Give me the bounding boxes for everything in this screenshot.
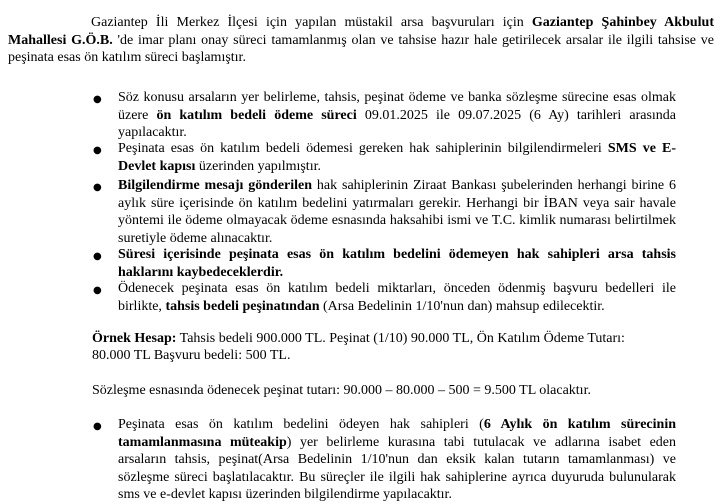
bullet-item [118,280,676,315]
bullet-item [118,140,676,175]
example-label: Örnek Hesap: [92,331,177,346]
bullet-item [118,246,676,281]
intro-text-1: Gaziantep İli Merkez İlçesi için yapılan müstakil arsa başvuruları için [91,15,532,30]
bullet-bold: SMS ve E-Devlet kapısı [118,141,677,174]
bullet-text: Ödenecek peşinata esas ön katılım bedeli miktarları, önceden ödenmiş başvuru bedelleri ile birlikte, [118,281,676,314]
bullet-bold: ön katılım bedeli ödeme süreci [156,107,357,123]
bullet-marker: ● [93,182,102,193]
example-line-1: Tahsis bedeli 900.000 TL. Peşinat (1/10) 90.000 TL, Ön Katılım Ödeme Tutarı: [176,331,625,346]
example-calculation [92,330,678,348]
bullet-text: Peşinata esas ön katılım bedelini ödeyen hak sahipleri ( [118,417,484,432]
summary-line: Sözleşme esnasında ödenecek peşinat tutarı: 90.000 – 80.000 – 500 = 9.500 TL olacaktır. [92,383,591,398]
bullet-marker: ● [93,251,102,262]
bullet-bold: Bilgilendirme mesajı gönderilen [118,178,313,193]
bullet-text: Söz konusu arsaların yer belirleme, tahsis, peşinat ödeme ve banka sözleşme sürecine esas olmak üzere [118,90,676,123]
bullet-marker: ● [93,94,102,105]
bullet-text: Peşinata esas ön katılım bedeli ödemesi gereken hak sahiplerinin bilgilendirmeleri [118,141,608,156]
bullet-bold: Süresi içerisinde peşinata esas ön katılım bedelini ödemeyen hak sahipleri arsa tahsis haklarını kaybedeceklerdir. [118,247,676,280]
intro-bold-location: Gaziantep Şahinbey Akbulut Mahallesi G.Ö.B. [8,15,714,48]
bullet-text: (Arsa Bedelinin 1/10'nun dan) mahsup edilecektir. [319,298,605,314]
bullet-text: üzerinden yapılmıştır. [195,158,321,174]
bullet-item [118,416,676,504]
bullet-item [118,89,676,142]
bullet-bold: 6 Aylık ön katılım sürecinin tamamlanmasına müteakip [118,417,676,450]
bullet-text: 09.01.2025 ile 09.07.2025 (6 Ay) tarihleri arasında yapılacaktır. [118,107,677,140]
bullet-text: ) yer belirleme kurasına tabi tutulacak ve adlarına isabet eden arsaların tahsis, peşinat(Arsa Bedelinin 1/10'nun dan eksik kalan tutarın tamamlanması) ve sözleşme süreci başlatılacaktır. Bu süreçler ile ilgili hak sahiplerine ayrıca duyuruda bulunularak sms ve e-devlet kapısı üzerinden bilgilendirme yapılacaktır. [118,434,677,502]
bullet-marker: ● [93,145,102,156]
bullet-item [118,177,676,247]
example-calculation-cont: 80.000 TL Başvuru bedeli: 500 TL. [92,348,291,363]
bullet-marker: ● [93,285,102,296]
intro-paragraph [8,14,714,67]
bullet-text: hak sahiplerinin Ziraat Bankası şubelerinden herhangi birine 6 aylık süre içerisinde ön katılım bedelini yatırmaları gerekir. Herhangi bir İBAN veya sair havale yöntemi ile ödeme olmayacak ödeme esnasında haksahibi ismi ve T.C. kimlik numarası belirtilmek suretiyle ödeme alınacaktır. [118,178,676,246]
bullet-marker: ● [93,421,102,432]
intro-text-2: 'de imar planı onay süreci tamamlanmış olan ve tahsise hazır hale getirilecek arsalar ile ilgili tahsise ve peşinata esas ön katılım süreci başlamıştır. [8,32,715,65]
bullet-bold: tahsis bedeli peşinatından [165,298,320,314]
